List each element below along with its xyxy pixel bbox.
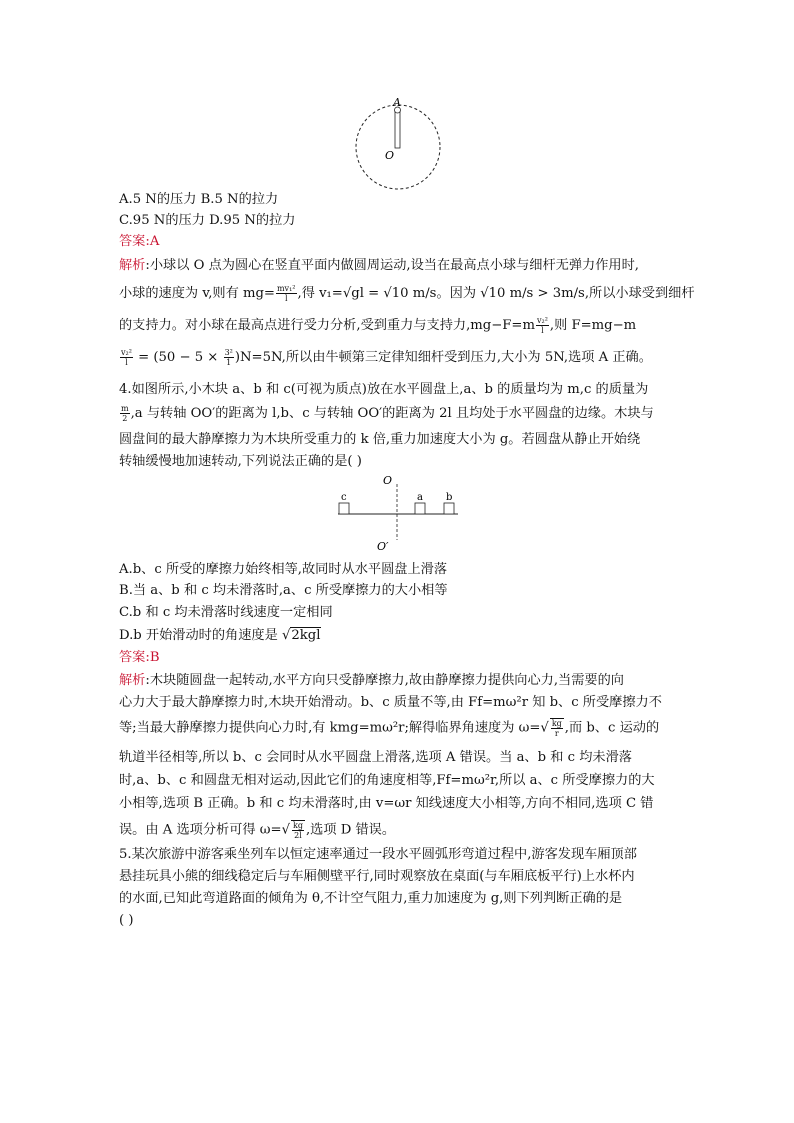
q4-analysis-line-2: 心力大于最大静摩擦力时,木块开始滑动。b、c 质量不等,由 Ff=mω²r 知 b、c 所受摩擦力不 (119, 695, 662, 710)
fraction-numerator: kg (293, 821, 303, 830)
block-c (339, 503, 349, 514)
analysis-text: :小球以 O 点为圆心在竖直平面内做圆周运动,设当在最高点小球与细杆无弹力作用时, (145, 258, 639, 273)
fraction-denominator: l (541, 326, 544, 335)
q4-stem-line-4: 转轴缓慢地加速转动,下列说法正确的是( ) (119, 454, 362, 469)
fraction-numerator: 3² (224, 348, 233, 357)
fraction (550, 718, 564, 738)
label-o-top: O (383, 474, 393, 487)
analysis-text: :木块随圆盘一起转动,水平方向只受静摩擦力,故由静摩擦力提供向心力,当需要的向 (145, 673, 624, 688)
q3-analysis-line-4 (119, 348, 652, 368)
q3-options-ab: A.5 N的压力 B.5 N的拉力 (119, 192, 279, 207)
fraction-denominator: l (284, 294, 288, 303)
label-o-bottom: O′ (377, 540, 389, 553)
q4-analysis-line-7 (119, 820, 395, 841)
fraction-numerator: kg (551, 719, 562, 728)
fraction (120, 404, 130, 423)
analysis-text: = (50 − 5 × (133, 350, 223, 365)
fraction-denominator: 2 (122, 414, 128, 423)
q3-answer: 答案:A (119, 234, 160, 249)
stem-text: ,a 与转轴 OO′的距离为 l,b、c 与转轴 OO′的距离为 2l 且均处于水平圆盘的边缘。木块与 (130, 406, 654, 421)
analysis-text: 误。由 A 选项分析可得 ω=√ (119, 822, 290, 838)
q5-stem-line-4: ( ) (119, 913, 134, 928)
q4-stem-line-1: 4.如图所示,小木块 a、b 和 c(可视为质点)放在水平圆盘上,a、b 的质量均为 m,c 的质量为 (119, 382, 649, 397)
fraction-numerator: v₂² (536, 316, 548, 325)
fraction (120, 348, 133, 367)
q4-option-b: B.当 a、b 和 c 均未滑落时,a、c 所受摩擦力的大小相等 (119, 583, 448, 598)
q4-option-c: C.b 和 c 均未滑落时线速度一定相同 (119, 605, 333, 620)
fraction-denominator: 1 (226, 358, 232, 367)
analysis-text: ,则有 mg= (208, 286, 275, 301)
label-a: a (417, 492, 423, 503)
analysis-label: 解析 (119, 258, 146, 273)
light-rod (395, 110, 400, 148)
q4-analysis-line-1 (119, 671, 624, 691)
q3-options-cd: C.95 N的压力 D.95 N的拉力 (119, 213, 296, 228)
q3-analysis-line-2 (119, 284, 695, 304)
analysis-text: ,得 v₁=√gl = √10 m/s。因为 √10 m/s > 3m/s,所以小球受到细杆 (297, 286, 695, 301)
fraction-numerator: mv₁² (276, 284, 296, 293)
q4-stem-line-3: 圆盘间的最大静摩擦力为木块所受重力的 k 倍,重力加速度大小为 g。若圆盘从静止开始绕 (119, 432, 641, 447)
label-a: A (393, 96, 401, 109)
fraction (276, 284, 297, 303)
q4-stem-line-2 (119, 404, 654, 424)
q5-stem-line-3: 的水面,已知此弯道路面的倾角为 θ,不计空气阻力,重力加速度为 g,则下列判断正确的是 (119, 891, 623, 906)
fraction-denominator: 2l (294, 831, 302, 840)
q4-answer: 答案:B (119, 650, 160, 665)
q4-analysis-line-5: 时,a、b、c 和圆盘无相对运动,因此它们的角速度相等,Ff=mω²r,所以 a、c 所受摩擦力的大 (119, 773, 655, 788)
analysis-text: ,选项 D 错误。 (305, 822, 396, 838)
analysis-text: ,而 b、c 运动的 (564, 720, 660, 736)
q3-analysis-line-1 (119, 256, 639, 276)
analysis-text: )N=5N,所以由牛顿第三定律知细杆受到压力,大小为 5N,选项 A 正确。 (234, 350, 652, 365)
q4-analysis-line-4: 轨道半径相等,所以 b、c 会同时从水平圆盘上滑落,选项 A 错误。当 a、b 和 c 均未滑落 (119, 750, 632, 765)
block-b (444, 503, 454, 514)
q4-option-d: D.b 开始滑动时的角速度是 √2kgl (119, 628, 321, 643)
label-c: c (341, 492, 347, 503)
fraction-numerator: m (121, 404, 129, 413)
fraction (224, 348, 234, 367)
analysis-text: 的支持力。对小球在最高点进行受力分析,受到重力与支持力,mg−F=m (119, 318, 535, 333)
analysis-text: 等;当最大静摩擦力提供向心力时,有 kmg=mω²r;解得临界角速度为 ω=√ (119, 720, 549, 736)
fraction-numerator: v₂² (121, 348, 132, 357)
q5-stem-line-2: 悬挂玩具小熊的细线稳定后与车厢侧壁平行,同时观察放在桌面(与车厢底板平行)上水杯内 (119, 869, 635, 884)
sqrt-radicand: 2kgl (291, 628, 321, 643)
fraction-denominator: r (554, 729, 559, 738)
analysis-text: ,则 F=mg−m (549, 318, 637, 333)
option-text: D.b 开始滑动时的角速度是 (119, 628, 282, 643)
fraction-denominator: l (125, 358, 128, 367)
fraction (291, 820, 305, 840)
block-a (415, 503, 425, 514)
fraction (536, 316, 549, 335)
q4-analysis-line-6: 小相等,选项 B 正确。b 和 c 均未滑落时,由 v=ωr 知线速度大小相等,方向不相同,选项 C 错 (119, 796, 654, 811)
analysis-label: 解析 (119, 673, 146, 688)
q3-analysis-line-3 (119, 316, 636, 336)
circle-rod-figure (355, 92, 445, 192)
turntable-figure (330, 472, 470, 556)
label-b: b (446, 492, 453, 503)
analysis-text: 小球的速度为 v (119, 286, 209, 301)
q5-stem-line-1: 5.某次旅游中游客乘坐列车以恒定速率通过一段水平圆弧形弯道过程中,游客发现车厢顶部 (119, 847, 637, 862)
label-o: O (385, 149, 395, 162)
q4-analysis-line-3 (119, 718, 659, 739)
q4-option-a: A.b、c 所受的摩擦力始终相等,故同时从水平圆盘上滑落 (119, 562, 448, 577)
